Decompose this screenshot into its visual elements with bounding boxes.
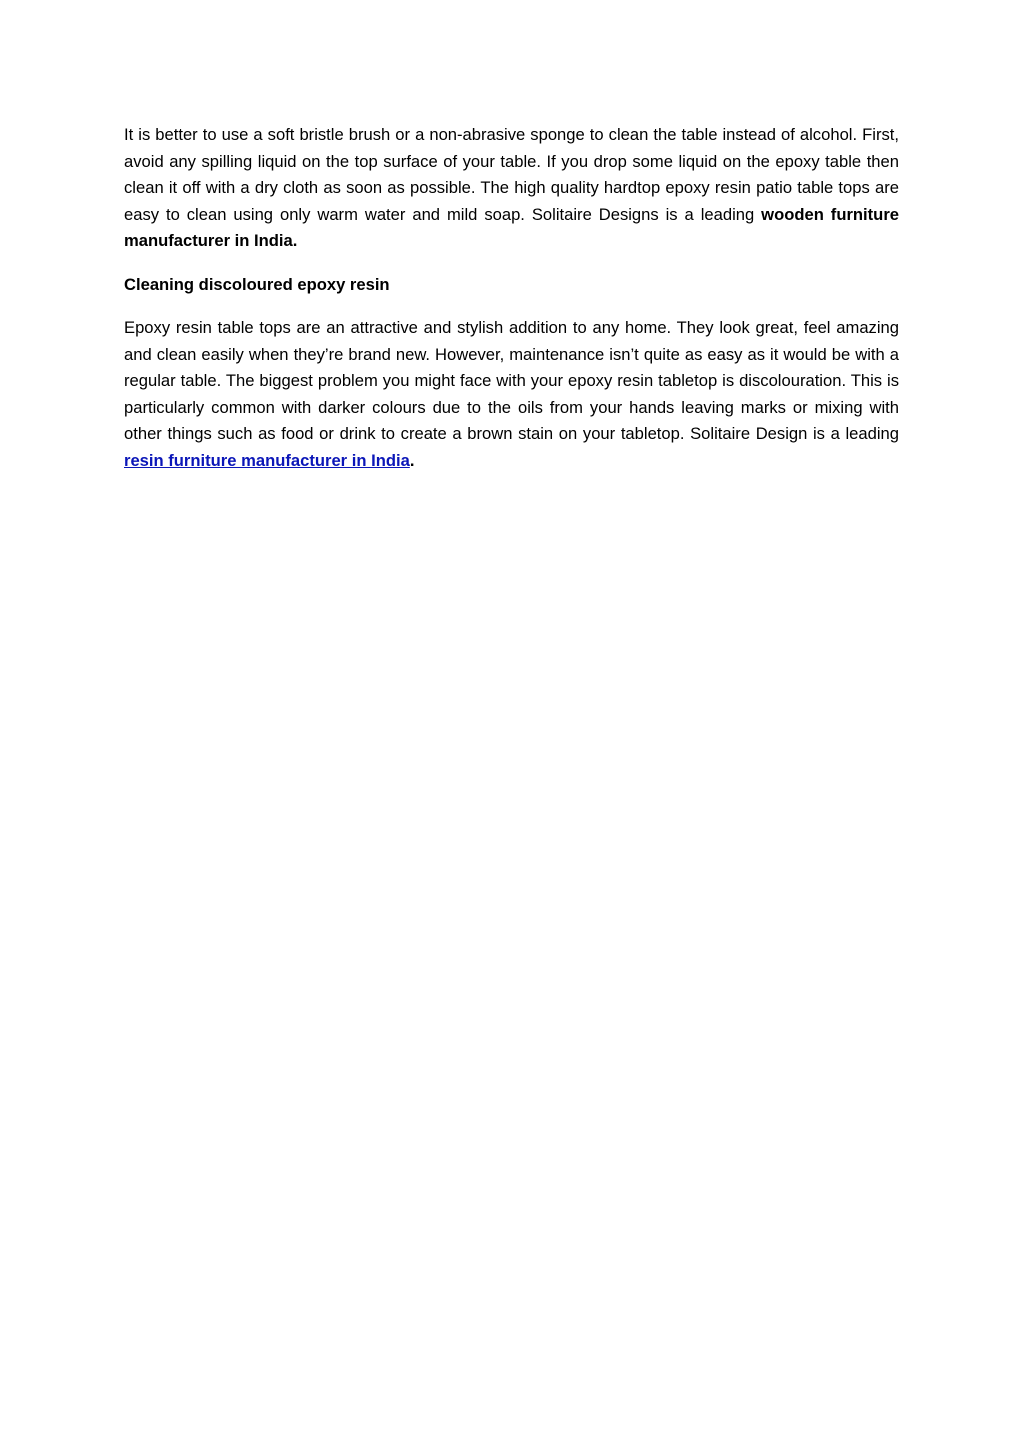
resin-furniture-link[interactable]: resin furniture manufacturer in India — [124, 450, 410, 470]
section-heading: Cleaning discoloured epoxy resin — [124, 274, 390, 294]
paragraph-discolouration — [124, 315, 899, 474]
paragraph-1-bold-text: wooden furniture manufacturer in India. — [124, 204, 900, 250]
paragraph-1-text: It is better to use a soft bristle brush or a non-abrasive sponge to clean the table instead of alcohol. First, avoid any spilling liquid on the top surface of your table. If you drop some liquid on the epoxy table then clean it off with a dry cloth as soon as possible. The high quality hardtop epoxy resin patio table tops are easy to clean using only warm water and mild soap. Solitaire Designs is a leading — [124, 125, 899, 224]
paragraph-2-trailing: . — [409, 450, 415, 470]
paragraph-2-text: Epoxy resin table tops are an attractive and stylish addition to any home. They look great, feel amazing and clean easily when they’re brand new. However, maintenance isn’t quite as easy as it would be with a regular table. The biggest problem you might face with your epoxy resin tabletop is discolouration. This is particularly common with darker colours due to the oils from your hands leaving marks or mixing with other things such as food or drink to create a brown stain on your tabletop. Solitaire Design is a leading — [124, 318, 899, 443]
paragraph-cleaning-tips — [124, 122, 899, 255]
document-body — [124, 122, 899, 474]
